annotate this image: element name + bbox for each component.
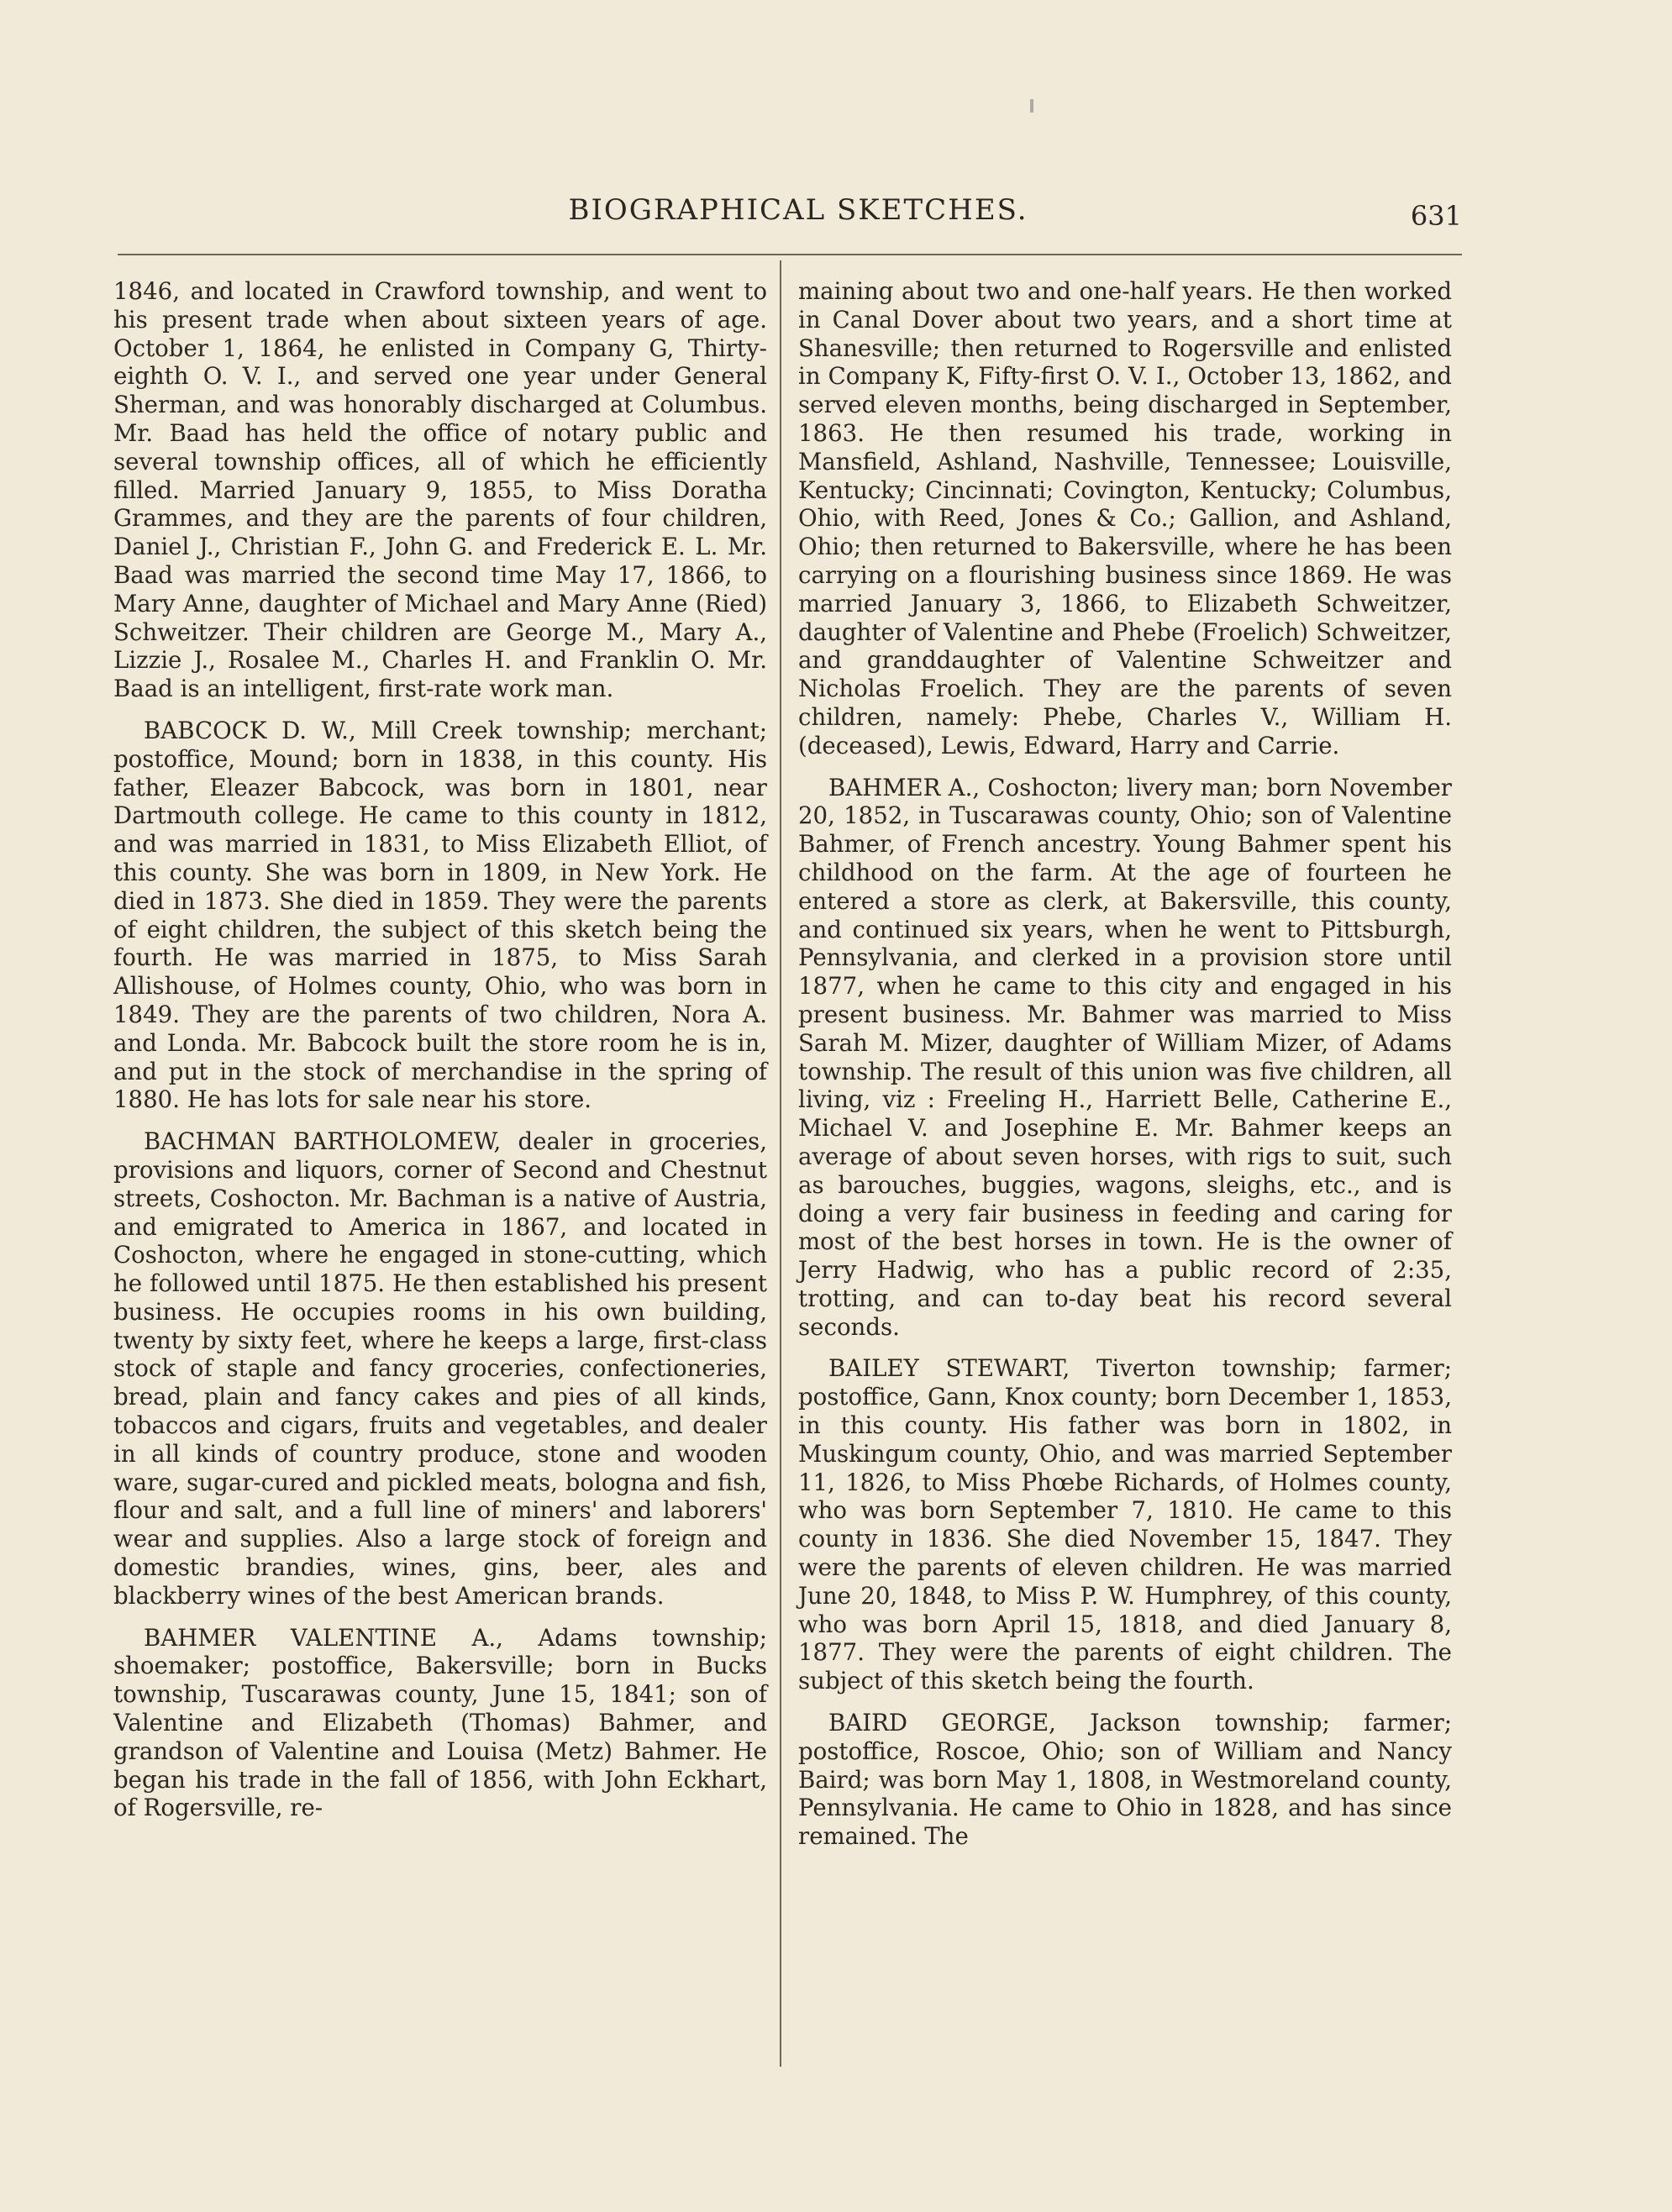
paragraph-bachman: BACHMAN BARTHOLOMEW, dealer in groceries, provisions and liquors, corner of Second and Chestnut streets, Coshocton. Mr. Bachman is a native of Austria, and emigrated to America in 1867, and located in Coshocton, where he engaged in stone-cutting, which he followed until 1875. He then established his present business. He occupies rooms in his own building, twenty by sixty feet, where he keeps a large, first-class stock of staple and fancy groceries, confectioneries, bread, plain and fancy cakes and pies of all kinds, tobaccos and cigars, fruits and vegetables, and dealer in all kinds of country produce, stone and wooden ware, sugar-cured and pickled meats, bologna and fish, flour and salt, and a full line of miners' and laborers' wear and supplies. Also a large stock of foreign and domestic brandies, wines, gins, beer, ales and blackberry wines of the best American brands. (113, 1127, 767, 1610)
paragraph-bahmer-valentine: BAHMER VALENTINE A., Adams township; shoemaker; postoffice, Bakersville; born in Bucks township, Tuscarawas county, June 15, 1841; son of Valentine and Elizabeth (Thomas) Bahmer, and grandson of Valentine and Louisa (Metz) Bahmer. He began his trade in the fall of 1856, with John Eckhart, of Rogersville, re- (113, 1623, 767, 1822)
running-head-title: BIOGRAPHICAL SKETCHES. (568, 193, 1028, 227)
paragraph-baird: BAIRD GEORGE, Jackson township; farmer; postoffice, Roscoe, Ohio; son of William and Nancy Baird; was born May 1, 1808, in Westmoreland county, Pennsylvania. He came to Ohio in 1828, and has since remained. The (798, 1709, 1452, 1851)
paper-speck (1030, 99, 1033, 113)
paragraph-bailey: BAILEY STEWART, Tiverton township; farmer; postoffice, Gann, Knox county; born December 1, 1853, in this county. His father was born in 1802, in Muskingum county, Ohio, and was married September 11, 1826, to Miss Phœbe Richards, of Holmes county, who was born September 7, 1810. He came to this county in 1836. She died November 15, 1847. They were the parents of eleven children. He was married June 20, 1848, to Miss P. W. Humphrey, of this county, who was born April 15, 1818, and died January 8, 1877. They were the parents of eight children. The subject of this sketch being the fourth. (798, 1354, 1452, 1695)
paragraph-babcock: BABCOCK D. W., Mill Creek township; merchant; postoffice, Mound; born in 1838, in this county. His father, Eleazer Babcock, was born in 1801, near Dartmouth college. He came to this county in 1812, and was married in 1831, to Miss Elizabeth Elliot, of this county. She was born in 1809, in New York. He died in 1873. She died in 1859. They were the parents of eight children, the subject of this sketch being the fourth. He was married in 1875, to Miss Sarah Allishouse, of Holmes county, Ohio, who was born in 1849. They are the parents of two children, Nora A. and Londa. Mr. Babcock built the store room he is in, and put in the stock of merchandise in the spring of 1880. He has lots for sale near his store. (113, 716, 767, 1114)
right-column (798, 277, 1452, 1851)
left-column (113, 277, 767, 1822)
paragraph-bahmer-a: BAHMER A., Coshocton; livery man; born November 20, 1852, in Tuscarawas county, Ohio; son of Valentine Bahmer, of French ancestry. Young Bahmer spent his childhood on the farm. At the age of fourteen he entered a store as clerk, at Bakersville, this county, and continued six years, when he went to Pittsburgh, Pennsylvania, and clerked in a provision store until 1877, when he came to this city and engaged in his present business. Mr. Bahmer was married to Miss Sarah M. Mizer, daughter of William Mizer, of Adams township. The result of this union was five children, all living, viz : Freeling H., Harriett Belle, Catherine E., Michael V. and Josephine E. Mr. Bahmer keeps an average of about seven horses, with rigs to suit, such as barouches, buggies, wagons, sleighs, etc., and is doing a very fair business in feeding and caring for most of the best horses in town. He is the owner of Jerry Hadwig, who has a public record of 2:35, trotting, and can to-day beat his record several seconds. (798, 773, 1452, 1341)
paragraph-baad-continued: 1846, and located in Crawford township, and went to his present trade when about sixteen years of age. October 1, 1864, he enlisted in Company G, Thirty-eighth O. V. I., and served one year under General Sherman, and was honorably discharged at Columbus. Mr. Baad has held the office of notary public and several township offices, all of which he efficiently filled. Married January 9, 1855, to Miss Doratha Grammes, and they are the parents of four children, Daniel J., Christian F., John G. and Frederick E. L. Mr. Baad was married the second time May 17, 1866, to Mary Anne, daughter of Michael and Mary Anne (Ried) Schweitzer. Their children are George M., Mary A., Lizzie J., Rosalee M., Charles H. and Franklin O. Mr. Baad is an intelligent, first-rate work man. (113, 277, 767, 703)
column-divider (780, 260, 781, 2067)
page-number: 631 (1410, 200, 1462, 232)
paragraph-bahmer-valentine-continued: maining about two and one-half years. He then worked in Canal Dover about two years, and a short time at Shanesville; then returned to Rogersville and enlisted in Company K, Fifty-first O. V. I., October 13, 1862, and served eleven months, being discharged in September, 1863. He then resumed his trade, working in Mansfield, Ashland, Nashville, Tennessee; Louisville, Kentucky; Cincinnati; Covington, Kentucky; Columbus, Ohio, with Reed, Jones & Co.; Gallion, and Ashland, Ohio; then returned to Bakersville, where he has been carrying on a flourishing business since 1869. He was married January 3, 1866, to Elizabeth Schweitzer, daughter of Valentine and Phebe (Froelich) Schweitzer, and granddaughter of Valentine Schweitzer and Nicholas Froelich. They are the parents of seven children, namely: Phebe, Charles V., William H. (deceased), Lewis, Edward, Harry and Carrie. (798, 277, 1452, 759)
header-rule (118, 254, 1462, 255)
